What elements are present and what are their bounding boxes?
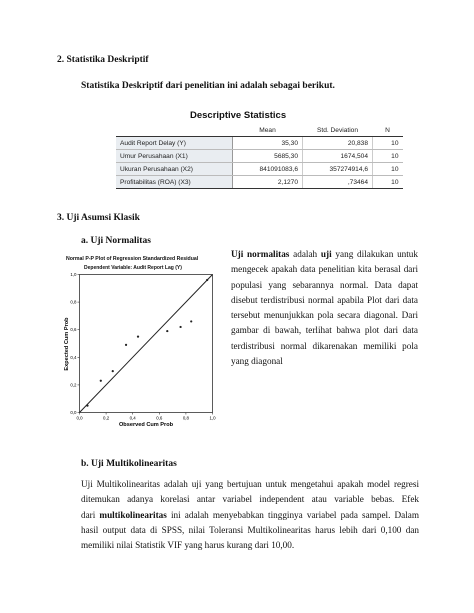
- pp-plot-figure: [62, 254, 224, 427]
- normality-line: tersebut menunjukkan pola secara diagonal. Dari: [231, 310, 418, 321]
- multicollinearity-heading: b. Uji Multikolinearitas: [81, 459, 177, 469]
- multicollinearity-line: [81, 508, 419, 523]
- normality-line: [231, 247, 418, 262]
- cell-std: 20,838: [303, 137, 373, 150]
- row-label: Audit Report Delay (Y): [116, 137, 233, 150]
- descriptive-table-title: Descriptive Statistics: [190, 110, 287, 121]
- descriptive-statistics-table: [116, 124, 403, 189]
- data-point: [86, 405, 88, 407]
- cell-mean: 2,1270: [233, 176, 303, 189]
- data-point: [137, 336, 139, 338]
- text-run: dari: [81, 509, 100, 520]
- text-run: ini adalah menyebabkan tingginya variabel pada sampel. Dalam: [166, 509, 419, 520]
- x-tick-label: 0,4: [129, 415, 136, 421]
- normality-line: gambar di bawah, terlihat bahwa plot dari data: [231, 325, 418, 336]
- cell-n: 10: [373, 163, 403, 176]
- cell-mean: 5685,30: [233, 150, 303, 163]
- data-point: [206, 279, 208, 281]
- normality-line: populasi yang sebarannya normal. Data dapat: [231, 279, 418, 290]
- cell-mean: 841091083,6: [233, 163, 303, 176]
- normality-line: yang diagonal: [231, 356, 283, 367]
- x-axis-label: Observed Cum Prob: [118, 422, 174, 427]
- y-tick-label: 1,0: [70, 272, 77, 277]
- y-tick-label: 0,2: [70, 382, 77, 388]
- chart-subtitle: Dependent Variable: Audit Report Lag (Y): [84, 265, 182, 271]
- table-row: [116, 176, 403, 189]
- data-point: [112, 370, 114, 372]
- text-run: yang dilakukan untuk: [331, 249, 418, 259]
- x-tick-label: 0,2: [103, 415, 110, 421]
- data-point: [166, 330, 168, 332]
- multicollinearity-line: Uji Multikolinearitas adalah uji yang bertujuan untuk mengetahui apakah model regresi: [81, 479, 419, 489]
- multicollinearity-line: ditemukan adanya korelasi antar variabel independent atau variable bebas. Efek: [81, 494, 419, 505]
- multicollinearity-paragraph: [81, 477, 419, 553]
- y-tick-label: 0,0: [70, 410, 77, 415]
- cell-std: 357274914,6: [303, 163, 373, 176]
- multicollinearity-line: memiliki nilai Statistik VIF yang harus kurang dari 10,00.: [81, 540, 295, 551]
- table-row: [116, 137, 403, 150]
- data-point: [190, 320, 192, 322]
- normality-term: Uji normalitas: [231, 249, 290, 259]
- data-point: [125, 344, 127, 346]
- x-tick-label: 0,8: [182, 415, 189, 421]
- pp-plot-chart: [62, 254, 224, 427]
- x-tick-label: 1,0: [209, 415, 216, 421]
- section-2-heading: 2. Statistika Deskriptif: [57, 55, 149, 65]
- normality-line: terdistribusi normal dikarenakan memiliki pola: [231, 340, 418, 351]
- y-tick-label: 0,6: [70, 327, 77, 333]
- y-tick-label: 0,4: [70, 354, 77, 360]
- table-row: [116, 163, 403, 176]
- table-header-blank: [116, 124, 233, 137]
- normality-heading: a. Uji Normalitas: [81, 236, 151, 246]
- normality-line: disebut terdistribusi normal apabila Plot dari data: [231, 294, 418, 305]
- row-label: Profitabilitas (ROA) (X3): [116, 176, 233, 189]
- chart-title: Normal P-P Plot of Regression Standardized Residual: [66, 256, 199, 262]
- column-header-std: Std. Deviation: [303, 124, 373, 137]
- cell-mean: 35,30: [233, 137, 303, 150]
- data-point: [100, 380, 102, 382]
- text-run: adalah: [289, 249, 321, 259]
- column-header-mean: Mean: [233, 124, 303, 137]
- cell-n: 10: [373, 137, 403, 150]
- column-header-n: N: [373, 124, 403, 137]
- section-2-lead: Statistika Deskriptif dari penelitian ini adalah sebagai berikut.: [81, 81, 335, 91]
- normality-paragraph: [231, 247, 418, 369]
- x-tick-label: 0,0: [76, 415, 83, 421]
- normality-line: mengecek apakah data penelitian kita berasal dari: [231, 264, 418, 275]
- cell-n: 10: [373, 150, 403, 163]
- table-row: [116, 150, 403, 163]
- y-tick-label: 0,8: [70, 299, 77, 305]
- cell-n: 10: [373, 176, 403, 189]
- data-point: [179, 326, 181, 328]
- multicollinearity-term: multikolinearitas: [99, 509, 167, 520]
- row-label: Ukuran Perusahaan (X2): [116, 163, 233, 176]
- x-tick-label: 0,6: [156, 415, 163, 421]
- multicollinearity-line: hasil output data di SPSS, nilai Toleransi Multikolinearitas harus lebih dari 0,100 dan: [81, 524, 419, 535]
- cell-std: ,73464: [303, 176, 373, 189]
- uji-term: uji: [320, 249, 332, 259]
- section-3-heading: 3. Uji Asumsi Klasik: [57, 213, 140, 223]
- cell-std: 1674,504: [303, 150, 373, 163]
- y-axis-label: Expected Cum Prob: [64, 317, 70, 371]
- row-label: Umur Perusahaan (X1): [116, 150, 233, 163]
